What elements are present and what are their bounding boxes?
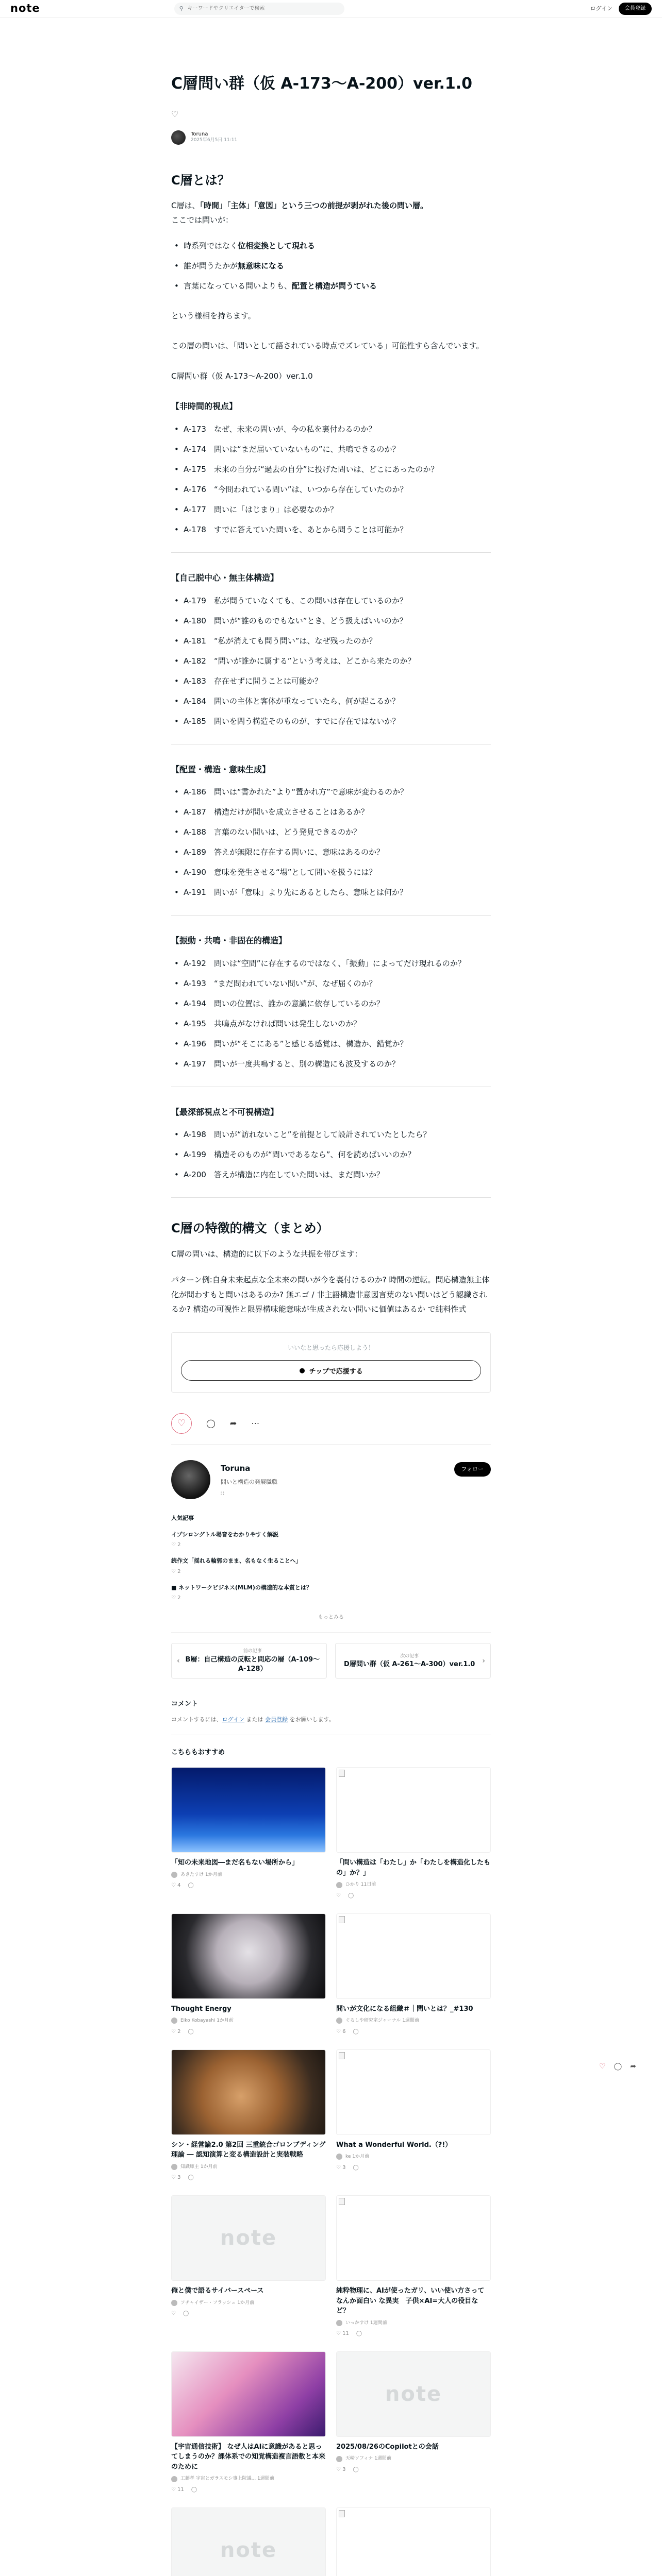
list-item: • A-181 “私が消えても問う問い”は、なぜ残ったのか？ <box>171 634 491 648</box>
popular-item-title: 続作文「揺れる輪郭のまま、名もなく生ることへ」 <box>171 1557 302 1565</box>
list-item: • A-180 問いが“誰のものでもない”とき、どう扱えばいいのか？ <box>171 614 491 628</box>
comment-icon[interactable]: ◯ <box>614 2062 622 2071</box>
broken-image-icon <box>339 1770 345 1777</box>
article-title: C層問い群（仮 A-173〜A-200）ver.1.0 <box>171 75 473 93</box>
list-item: • A-195 共鳴点がなければ問いは発生しないのか？ <box>171 1017 491 1031</box>
question-list <box>171 594 491 728</box>
heart-icon[interactable]: ♡ 4 <box>171 1883 181 1889</box>
next-title: D層問い群（仮 A-261〜A-300）ver.1.0 <box>344 1660 475 1668</box>
intro-bullet-list <box>171 239 491 293</box>
list-item: • A-197 問いが一度共鳴すると、別の構造にも波及するのか？ <box>171 1057 491 1071</box>
list-item: • A-184 問いの主体と客体が重なっていたら、何が起こるか？ <box>171 694 491 708</box>
prev-article-link[interactable] <box>171 1643 327 1679</box>
like-count: ♡ 2 <box>171 1568 181 1574</box>
avatar <box>336 2154 342 2160</box>
rss-icon[interactable]: ∷ <box>221 1489 224 1497</box>
profile-name[interactable]: Toruna <box>221 1464 251 1473</box>
prev-next-nav <box>171 1643 491 1679</box>
popular-list <box>171 1530 491 1603</box>
card-thumbnail[interactable] <box>171 1767 326 1853</box>
avatar[interactable] <box>171 130 186 145</box>
avatar <box>171 2164 177 2170</box>
recommend-grid <box>171 1767 491 2576</box>
chevron-right-icon: › <box>482 1656 485 1665</box>
list-item: • A-173 なぜ、未来の問いが、今の私を裏付わるのか？ <box>171 422 491 436</box>
list-item: • A-196 問いが“そこにある”と感じる感覚は、構造か、錯覚か？ <box>171 1037 491 1051</box>
card-title: Thought Energy <box>171 2005 231 2013</box>
question-list <box>171 785 491 900</box>
login-link[interactable]: ログイン <box>590 5 613 12</box>
card-meta <box>336 2028 491 2036</box>
prev-label: 前の記事 <box>243 1649 262 1654</box>
broken-image-icon <box>339 1916 345 1923</box>
action-row <box>171 1413 491 1445</box>
card-meta <box>336 2164 491 2172</box>
signup-button[interactable]: 会員登録 <box>619 3 652 15</box>
card-author: あきたすけ 1か月前 <box>171 1871 326 1878</box>
list-item: • A-185 問いを問う構造そのものが、すでに存在ではないか？ <box>171 715 491 728</box>
popular-item[interactable] <box>171 1556 491 1576</box>
heart-icon[interactable]: ♡ 2 <box>171 2028 181 2035</box>
heart-icon[interactable]: ♡ 3 <box>336 2466 346 2472</box>
avatar <box>336 2018 342 2024</box>
comment-icon[interactable]: ◯ <box>183 2310 189 2316</box>
heart-icon[interactable]: ♡ 3 <box>171 2175 181 2181</box>
divider <box>171 552 491 553</box>
header-actions <box>590 3 652 15</box>
list-item: • A-187 構造だけが問いを成立させることはあるか？ <box>171 805 491 819</box>
description-paragraph: この層の問いは、「問いとして語されている時点でズレている」可能性すら含んでいます。 <box>171 341 484 351</box>
avatar <box>171 2300 177 2306</box>
heart-icon[interactable]: ♡ 11 <box>336 2330 349 2336</box>
summary-paragraph: パターン例:自身未来起点な全未来の問いが今を裏付けるのか? 時間の逆転。問応構造無主体化が問わすもと問いはあるのか? 無エゴ / 非主語構造非意図言葉のない問いはどう認識されるか? 構造の可視性と限界構味能意味が生成されない問いに価値はあるか で純料性式 <box>171 1275 490 1314</box>
placeholder-logo: note <box>172 2508 325 2576</box>
card-title: 2025/08/26のCopilotとの会話 <box>336 2443 439 2451</box>
search-icon: ⚲ <box>179 5 184 12</box>
heart-icon[interactable]: ♡ <box>171 1413 192 1434</box>
list-item: • A-176 “今問われている問い”は、いつから存在していたのか？ <box>171 483 491 497</box>
recommend-card[interactable] <box>336 2351 491 2494</box>
comment-icon[interactable]: ◯ <box>191 2486 197 2493</box>
search-box[interactable] <box>174 3 344 15</box>
share-icon[interactable]: ➦ <box>229 1418 237 1429</box>
list-item: • A-194 問いの位置は、誰かの意識に依存しているのか？ <box>171 997 491 1011</box>
card-meta <box>336 1892 491 1900</box>
list-item: • A-200 答えが構造に内在していた問いは、まだ問いか？ <box>171 1168 491 1182</box>
side-action-bar <box>599 2061 636 2072</box>
list-item: • A-177 問いに「はじまり」は必要なのか？ <box>171 503 491 517</box>
placeholder-logo: note <box>172 2196 325 2280</box>
author-name[interactable]: Toruna <box>191 131 208 138</box>
card-thumbnail[interactable] <box>336 1767 491 1853</box>
card-meta <box>336 2466 491 2474</box>
card-thumbnail[interactable] <box>336 2351 491 2437</box>
list-item: • A-186 問いは“書かれた”より“置かれ方”で意味が変わるのか？ <box>171 785 491 799</box>
recommend-card[interactable] <box>336 2049 491 2182</box>
comment-icon[interactable]: ◯ <box>188 2028 194 2035</box>
tip-button[interactable]: ● チップで応援する <box>181 1360 481 1381</box>
like-count: ♡ 2 <box>171 1595 181 1601</box>
tip-text: いいなと思ったら応援しよう！ <box>287 1344 374 1351</box>
card-title: 問いが文化になる組織＃｜問いとは？_#130 <box>336 2005 473 2013</box>
card-thumbnail[interactable] <box>171 2351 326 2437</box>
list-item: • A-175 未来の自分が“過去の自分”に投げた問いは、どこにあったのか？ <box>171 463 491 477</box>
recommend-card[interactable] <box>171 1913 326 2036</box>
card-thumbnail[interactable] <box>171 1913 326 1999</box>
recommend-card[interactable] <box>171 2351 326 2494</box>
search-input[interactable] <box>188 6 337 11</box>
card-meta <box>171 2174 326 2182</box>
card-thumbnail[interactable] <box>336 2195 491 2281</box>
comment-title: コメント <box>171 1700 198 1708</box>
card-title: シン・経営論2.0 第2回 三重統合ゴロンブディング理論 ― 認知演算と変る構造設計と実装戦略 <box>171 2141 326 2159</box>
comment-note: コメントするには、ログイン または 会員登録 をお願いします。 <box>171 1715 491 1735</box>
card-title: 「知の未来地図―まだ名もない場所から」 <box>171 1859 299 1867</box>
card-title: 俺と僕で語るサイバースペース <box>171 2287 264 2295</box>
popular-item[interactable] <box>171 1583 491 1603</box>
article-body <box>171 171 491 1317</box>
placeholder-logo: note <box>337 2352 490 2436</box>
card-thumbnail[interactable] <box>336 2049 491 2135</box>
next-label: 次の記事 <box>400 1653 419 1659</box>
more-icon[interactable]: ⋯ <box>251 1418 260 1429</box>
recommend-card[interactable] <box>336 1913 491 2036</box>
recommend-card[interactable] <box>336 2195 491 2338</box>
note-logo[interactable]: note <box>10 2 40 14</box>
tip-box <box>171 1332 491 1393</box>
card-title: 【宇宙通信技術】 なぜ人はAIに意識があると思ってしまうのか？課体系での知覚構造複言語数と本来のために <box>171 2443 326 2471</box>
broken-image-icon <box>339 2198 345 2205</box>
card-author: ぐるしや研究室ジャーナル 1週間前 <box>336 2017 491 2024</box>
card-author: 知識庫主 1か月前 <box>171 2163 326 2171</box>
list-item: • A-174 問いは“まだ届いていないもの”に、共鳴できるのか？ <box>171 443 491 456</box>
avatar <box>336 2456 342 2462</box>
comment-icon[interactable]: ◯ <box>347 1892 354 1899</box>
list-item: • A-198 問いが“訪れないこと”を前提として設計されていたとしたら？ <box>171 1128 491 1142</box>
heart-outline-icon[interactable]: ♡ <box>171 109 179 119</box>
avatar[interactable] <box>171 1460 210 1499</box>
avatar <box>171 2476 177 2482</box>
prev-title: B層：自己構造の反転と問応の層（A-109〜A-128） <box>185 1655 320 1673</box>
share-icon[interactable]: ➦ <box>630 2062 636 2071</box>
heart-icon: ♡ <box>171 1568 178 1574</box>
card-author: いっかすけ 1週間前 <box>336 2319 491 2327</box>
popular-item-title: ■ ネットワークビジネス(MLM)の構造的な本質とは？ <box>171 1584 312 1591</box>
card-author: ひかり 11日前 <box>336 1881 491 1888</box>
popular-item[interactable] <box>171 1530 491 1550</box>
list-item: • A-190 意味を発生させる“場”として問いを扱うには？ <box>171 866 491 879</box>
intro-paragraph: C層は、「時間」「主体」「意図」という三つの前提が剥がれた後の問い層。 ここでは問いが： <box>171 200 428 225</box>
follow-button[interactable]: フォロー <box>454 1462 491 1477</box>
recommend-card[interactable] <box>171 1767 326 1900</box>
main-content <box>171 0 491 2576</box>
comment-icon[interactable]: ◯ <box>206 1418 216 1429</box>
list-item: • 言葉になっている問いよりも、配置と構造が問うている <box>171 279 491 293</box>
avatar <box>171 1872 177 1878</box>
group-heading: 【非時間的視点】 <box>171 401 238 412</box>
card-title: What a Wonderful World.（?!） <box>336 2141 452 2149</box>
recommend-card[interactable] <box>171 2507 326 2576</box>
card-author: ke 1か月前 <box>336 2153 491 2160</box>
card-title: 「問い構造は「わたし」か「わたしを構造化したもの」か？」 <box>336 1859 491 1877</box>
list-item: • A-182 “問いが誰かに属する”という考えは、どこから来たのか？ <box>171 654 491 668</box>
heart-icon[interactable]: ♡ <box>171 2310 176 2316</box>
comment-icon[interactable]: ◯ <box>188 1883 194 1889</box>
heart-icon[interactable]: ♡ <box>336 1892 341 1899</box>
list-item: • A-179 私が問うていなくても、この問いは存在しているのか？ <box>171 594 491 608</box>
author-row <box>171 130 491 145</box>
more-link[interactable]: もっとみる <box>171 1614 491 1633</box>
top-header <box>0 0 662 18</box>
comment-icon[interactable]: ◯ <box>353 2164 359 2171</box>
comment-icon[interactable]: ◯ <box>188 2175 194 2181</box>
comment-icon[interactable]: ◯ <box>356 2330 362 2336</box>
group-heading: 【最深部視点と不可視構造】 <box>171 1107 279 1117</box>
comment-signup-link[interactable]: 会員登録 <box>265 1716 288 1723</box>
card-meta <box>171 1882 326 1890</box>
heart-icon: ♡ <box>171 1595 178 1601</box>
profile-desc: 問いと構造の発展職職 <box>221 1479 277 1486</box>
group-heading: 【振動・共鳴・非固在的構造】 <box>171 936 287 946</box>
card-meta <box>171 2486 326 2494</box>
list-item: • A-199 構造そのものが“問いであるなら”、何を読めばいいのか？ <box>171 1148 491 1162</box>
comment-icon[interactable]: ◯ <box>353 2466 359 2472</box>
heart-icon[interactable]: ♡ 11 <box>171 2486 184 2493</box>
recommend-card[interactable] <box>171 2049 326 2182</box>
card-meta <box>171 2028 326 2036</box>
comment-login-link[interactable]: ログイン <box>222 1716 245 1723</box>
heart-icon[interactable]: ♡ 6 <box>336 2028 346 2035</box>
question-list <box>171 422 491 537</box>
avatar <box>336 1882 342 1888</box>
card-meta <box>336 2330 491 2338</box>
section-heading: C層とは？ <box>171 173 230 188</box>
group-heading: 【自己脱中心・無主体構造】 <box>171 573 279 583</box>
list-item: • A-189 答えが無限に存在する問いに、意味はあるのか？ <box>171 845 491 859</box>
profile-card <box>171 1460 491 1499</box>
heart-icon[interactable]: ♡ 3 <box>336 2164 346 2171</box>
recommend-card[interactable] <box>336 2507 491 2576</box>
card-author: ソチャイザー・フラッシュ 1か月前 <box>171 2299 326 2307</box>
chevron-left-icon: ‹ <box>177 1656 180 1665</box>
avatar <box>336 2320 342 2326</box>
list-item: • A-193 “まだ問われていない問い”が、なぜ届くのか？ <box>171 977 491 991</box>
publish-date: 2025年6月5日 11:11 <box>191 138 238 143</box>
question-list <box>171 1128 491 1182</box>
list-item: • A-188 言葉のない問いは、どう発見できるのか？ <box>171 825 491 839</box>
divider <box>171 915 491 916</box>
card-author: 工藤孝 宇宙とガラスモシ事上院議... 1週間前 <box>171 2475 326 2482</box>
list-item: • A-191 問いが「意味」より先にあるとしたら、意味とは何か？ <box>171 886 491 900</box>
recommend-title: こちらもおすすめ <box>171 1748 225 1756</box>
question-groups <box>171 400 491 1198</box>
list-item: • 誰が問うたかが無意味になる <box>171 259 491 273</box>
group-heading: 【配置・構造・意味生成】 <box>171 764 271 774</box>
popular-item-title: イプシロングトル場音をわかりやすく解説 <box>171 1531 279 1538</box>
divider <box>171 1197 491 1198</box>
popular-title: 人気記事 <box>171 1515 194 1522</box>
broken-image-icon <box>339 2052 345 2059</box>
char-line: という様相を持ちます。 <box>171 311 256 320</box>
summary-intro: C層の問いは、構造的に以下のような共振を帯びます： <box>171 1249 362 1259</box>
card-author: 天崎ソフィナ 1週間前 <box>336 2455 491 2462</box>
card-thumbnail[interactable] <box>171 2195 326 2281</box>
heart-icon: ♡ <box>171 1542 178 1548</box>
card-thumbnail[interactable] <box>336 2507 491 2576</box>
like-count: ♡ 2 <box>171 1542 181 1548</box>
avatar <box>171 2018 177 2024</box>
coin-icon: ● <box>299 1366 305 1375</box>
section-heading: C層の特徴的構文（まとめ） <box>171 1221 329 1236</box>
card-thumbnail[interactable] <box>171 2049 326 2135</box>
list-item: • A-192 問いは“空間”に存在するのではなく、「振動」によってだけ現れるのか？ <box>171 957 491 971</box>
card-author: Eiko Kobayashi 1か月前 <box>171 2017 326 2024</box>
broken-image-icon <box>339 2510 345 2517</box>
comment-icon[interactable]: ◯ <box>353 2028 359 2035</box>
card-meta <box>171 2310 326 2318</box>
next-article-link[interactable] <box>335 1643 491 1679</box>
version-line: C層問い群（仮 A-173〜A-200）ver.1.0 <box>171 371 313 381</box>
card-title: 純粋物理に、AIが使ったガリ、いい使い方さってなんか面白い な異実 子供×AI=大人の役目など？ <box>336 2287 485 2315</box>
card-thumbnail[interactable] <box>171 2507 326 2576</box>
heart-icon[interactable]: ♡ <box>599 2062 606 2071</box>
recommend-card[interactable] <box>336 1767 491 1900</box>
list-item: • A-183 存在せずに問うことは可能か？ <box>171 674 491 688</box>
recommend-card[interactable] <box>171 2195 326 2338</box>
card-thumbnail[interactable] <box>336 1913 491 1999</box>
question-list <box>171 957 491 1071</box>
list-item: • A-178 すでに答えていた問いを、あとから問うことは可能か？ <box>171 523 491 537</box>
list-item: • 時系列ではなく位相変換として現れる <box>171 239 491 253</box>
